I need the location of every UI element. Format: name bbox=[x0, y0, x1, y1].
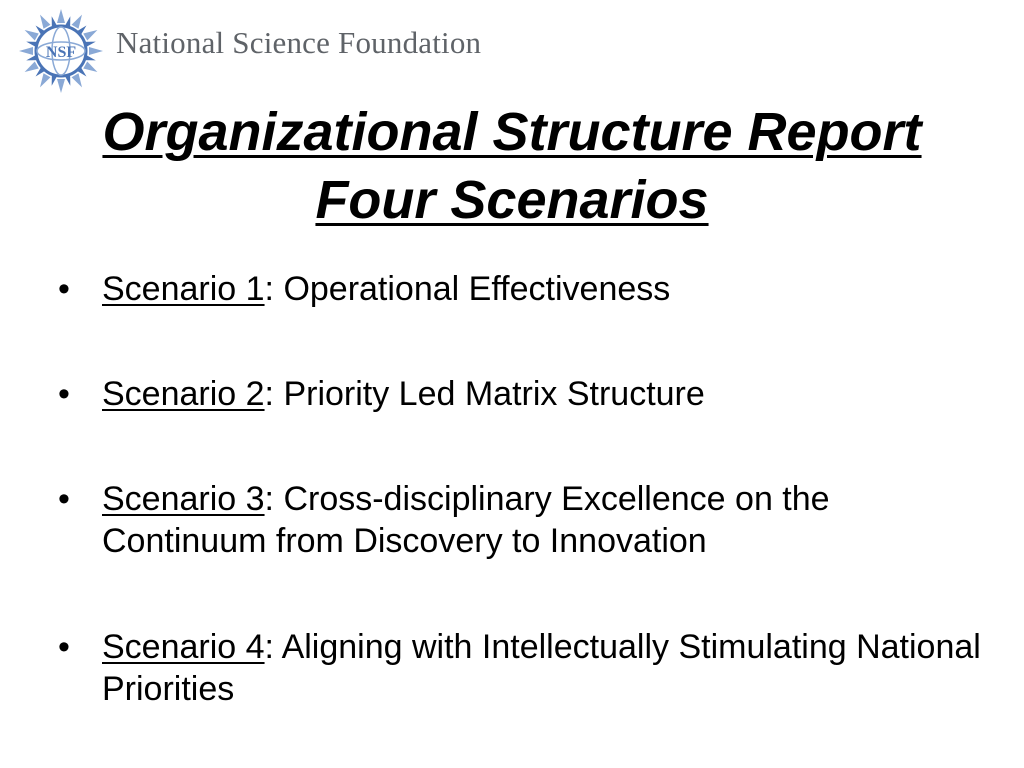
scenario-text: : Priority Led Matrix Structure bbox=[264, 375, 705, 413]
title-line-1: Organizational Structure Report bbox=[102, 102, 922, 162]
bullet-icon: • bbox=[58, 480, 70, 518]
list-item-scenario-3 bbox=[56, 478, 986, 562]
scenario-text: : Cross-disciplinary Excellence on the Continuum from Discovery to Innovation bbox=[102, 480, 830, 560]
scenario-text: : Aligning with Intellectually Stimulating National Priorities bbox=[102, 628, 981, 708]
nsf-logo-icon bbox=[18, 8, 104, 94]
scenario-text: : Operational Effectiveness bbox=[264, 270, 671, 308]
scenario-label: Scenario 4 bbox=[102, 628, 265, 666]
bullet-icon: • bbox=[58, 270, 70, 308]
list-item-scenario-1 bbox=[56, 268, 670, 310]
bullet-icon: • bbox=[58, 375, 70, 413]
list-item-scenario-4 bbox=[56, 626, 986, 710]
organization-name: National Science Foundation bbox=[116, 25, 482, 60]
svg-text:NSF: NSF bbox=[45, 44, 77, 61]
list-item-scenario-2 bbox=[56, 373, 705, 415]
scenario-label: Scenario 1 bbox=[102, 270, 265, 308]
scenario-label: Scenario 3 bbox=[102, 480, 265, 518]
scenario-label: Scenario 2 bbox=[102, 375, 265, 413]
bullet-icon: • bbox=[58, 628, 70, 666]
slide-title bbox=[0, 98, 1024, 234]
title-line-2: Four Scenarios bbox=[315, 170, 709, 230]
header bbox=[18, 8, 578, 94]
